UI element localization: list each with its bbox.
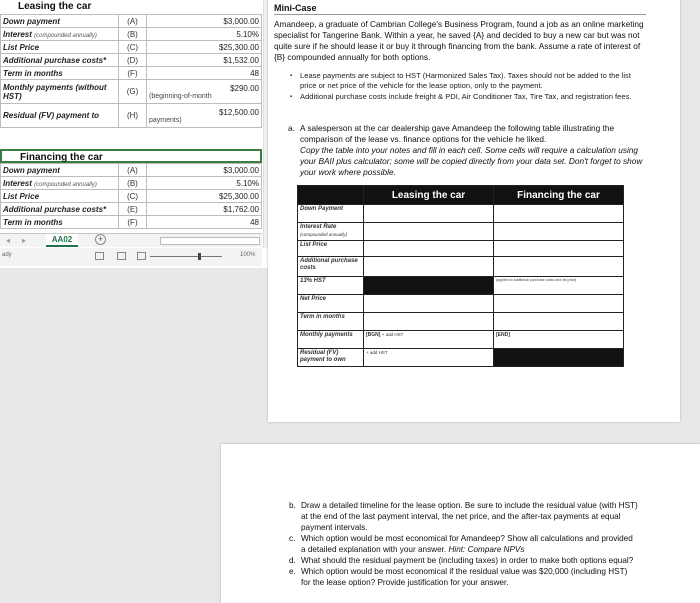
add-sheet-icon[interactable]: + [95,234,106,245]
question-e: e. Which option would be most economical if the residual value was $20,000 (including HST) for the lease option? Provide justification for your answer. [289,567,628,587]
status-ready-text: ady [2,252,12,258]
financing-header[interactable]: Financing the car [0,149,262,163]
table-cell[interactable] [364,295,494,313]
cell-code[interactable]: (C) [119,41,147,54]
row-label-interest-rate: Interest Rate (compounded annually) [298,223,364,241]
questions-list [289,500,639,588]
cell-value[interactable]: $1,762.00 [147,203,262,216]
question-a-text: A salesperson at the car dealership gave Amandeep the following table illustrating the comparison of the lease vs. finance options for the vehicle he liked. [300,123,615,144]
note-item: ▪ Lease payments are subject to HST (Harmonized Sales Tax). Taxes should not be added to the list price or net price of the vehicle for the lease option, only to the payment. [290,71,646,91]
cell-label[interactable]: Interest (compounded annually) [1,28,119,41]
cell-value[interactable]: $1,532.00 [147,54,262,67]
normal-view-icon[interactable] [95,252,104,260]
horizontal-scrollbar[interactable] [160,237,260,245]
sheet-row [1,164,262,177]
excel-window [0,0,274,268]
zoom-slider[interactable] [150,256,222,257]
page-layout-view-icon[interactable] [117,252,126,260]
sheet-tab-aa02[interactable]: AA02 [46,234,78,247]
table-cell[interactable] [364,223,494,241]
cell-code[interactable]: (F) [119,216,147,229]
table-cell[interactable] [494,295,624,313]
cell-value[interactable]: $3,000.00 [147,164,262,177]
question-b: b. Draw a detailed timeline for the lease option. Be sure to include the residual value (with HST) at the end of the last payment interval, the net price, and the after-tax payments at equal payment intervals. [289,501,638,532]
leasing-header[interactable]: Leasing the car [0,0,262,14]
blocked-cell [364,277,494,295]
column-header-leasing: Leasing the car [364,186,494,205]
blocked-cell [494,349,624,367]
cell-value[interactable]: 48 [147,67,262,80]
sheet-row [1,177,262,190]
cell-code[interactable]: (C) [119,190,147,203]
zoom-slider-thumb[interactable] [198,253,201,260]
table-cell[interactable] [494,257,624,277]
row-label-residual: Residual (FV) payment to own [298,349,364,367]
cell-code[interactable]: (A) [119,15,147,28]
page-break-view-icon[interactable] [137,252,146,260]
question-label: a. [288,123,295,133]
sheet-tab-bar [0,233,262,247]
cell-label[interactable]: Down payment [1,164,119,177]
row-label-term: Term in months [298,313,364,331]
table-cell[interactable] [494,241,624,257]
row-label-monthly-payments: Monthly payments [298,331,364,349]
table-cell[interactable] [494,223,624,241]
cell-value[interactable]: $25,300.00 [147,190,262,203]
cell-label[interactable]: List Price [1,190,119,203]
table-cell[interactable] [364,205,494,223]
financing-data-table [0,163,262,229]
sheet-row [1,80,262,104]
cell-value[interactable]: $12,500.00 payments) [147,104,262,128]
cell-label[interactable]: Residual (FV) payment to [1,104,119,128]
note-item: ▪ Additional purchase costs include freight & PDI, Air Conditioner Tax, Tire Tax, and registration fees. [290,92,646,102]
zoom-level[interactable]: 100% [240,252,256,258]
cell-label[interactable]: Term in months [1,67,119,80]
sheet-row [1,15,262,28]
cell-code[interactable]: (G) [119,80,147,104]
question-c: c. Which option would be most economical for Amandeep? Show all calculations and provided a detailed explanation with your answer. Hint: Compare NPVs [289,534,633,554]
cell-value[interactable]: $290.00 (beginning-of-month [147,80,262,104]
sheet-row [1,54,262,67]
sheet-row [1,203,262,216]
cell-label[interactable]: Additional purchase costs* [1,54,119,67]
case-intro-paragraph: Amandeep, a graduate of Cambrian College's Business Program, found a job as an online marketing specialist for Tangerine Bank. Within a year, he saved {A} and decided to buy a new car but was not quite sure if he should lease it or buy it through financing from the bank. Assume a rate of interest of {B} compounded annually for both options. [274,19,644,62]
scroll-left-icon[interactable]: ◂ [6,236,11,245]
cell-code[interactable]: (F) [119,67,147,80]
leasing-data-table [0,14,262,128]
cell-label[interactable]: Additional purchase costs* [1,203,119,216]
sheet-row [1,104,262,128]
row-label-down-payment: Down Payment [298,205,364,223]
document-page-1 [268,0,680,422]
sheet-row [1,67,262,80]
cell-value[interactable]: 5.10% [147,177,262,190]
comparison-table [297,185,624,367]
table-cell[interactable] [364,257,494,277]
document-page-2 [221,444,700,603]
row-label-net-price: Net Price [298,295,364,313]
table-cell[interactable] [494,313,624,331]
table-corner-cell [298,186,364,205]
question-a [288,123,646,178]
column-header-financing: Financing the car [494,186,624,205]
cell-value[interactable]: 5.10% [147,28,262,41]
row-label-list-price: List Price [298,241,364,257]
cell-code[interactable]: (E) [119,203,147,216]
residual-cell[interactable]: + add HST [364,349,494,367]
mini-case-title: Mini-Case [274,3,317,13]
bgn-cell[interactable]: [BGN] + add HST [364,331,494,349]
table-cell[interactable] [364,313,494,331]
cell-label[interactable]: Monthly payments (without HST) [1,80,119,104]
table-cell[interactable] [494,205,624,223]
case-notes-list [290,71,646,103]
cell-value[interactable]: 48 [147,216,262,229]
question-a-instructions: Copy the table into your notes and fill in each cell. Some cells will require a calculation using your BAII plus calculator; some will be copied directly from your data set. Don't forget to show your work where possible. [300,145,643,177]
cell-label[interactable]: Interest (compounded annually) [1,177,119,190]
hint-text: Hint: Compare NPVs [448,545,525,554]
cell-value[interactable]: $3,000.00 [147,15,262,28]
scroll-right-icon[interactable]: ▸ [22,236,27,245]
question-d: d. What should the residual payment be (including taxes) in order to make both options equal? [289,556,634,565]
cell-label[interactable]: Term in months [1,216,119,229]
cell-code[interactable]: (A) [119,164,147,177]
cell-value[interactable]: $25,300.00 [147,41,262,54]
sheet-row [1,28,262,41]
cell-code[interactable]: (B) [119,28,147,41]
sheet-row [1,41,262,54]
table-cell[interactable] [364,241,494,257]
sheet-row [1,216,262,229]
row-label-hst: 13% HST [298,277,364,295]
status-bar [0,248,262,266]
cell-label[interactable]: Down payment [1,15,119,28]
hst-note: [applied to additional purchase costs and list price] [494,277,624,295]
title-divider [274,14,646,15]
cell-label[interactable]: List Price [1,41,119,54]
end-cell[interactable]: [END] [494,331,624,349]
cell-code[interactable]: (H) [119,104,147,128]
sheet-row [1,190,262,203]
cell-code[interactable]: (B) [119,177,147,190]
cell-code[interactable]: (D) [119,54,147,67]
row-label-additional-costs: Additional purchase costs [298,257,364,277]
